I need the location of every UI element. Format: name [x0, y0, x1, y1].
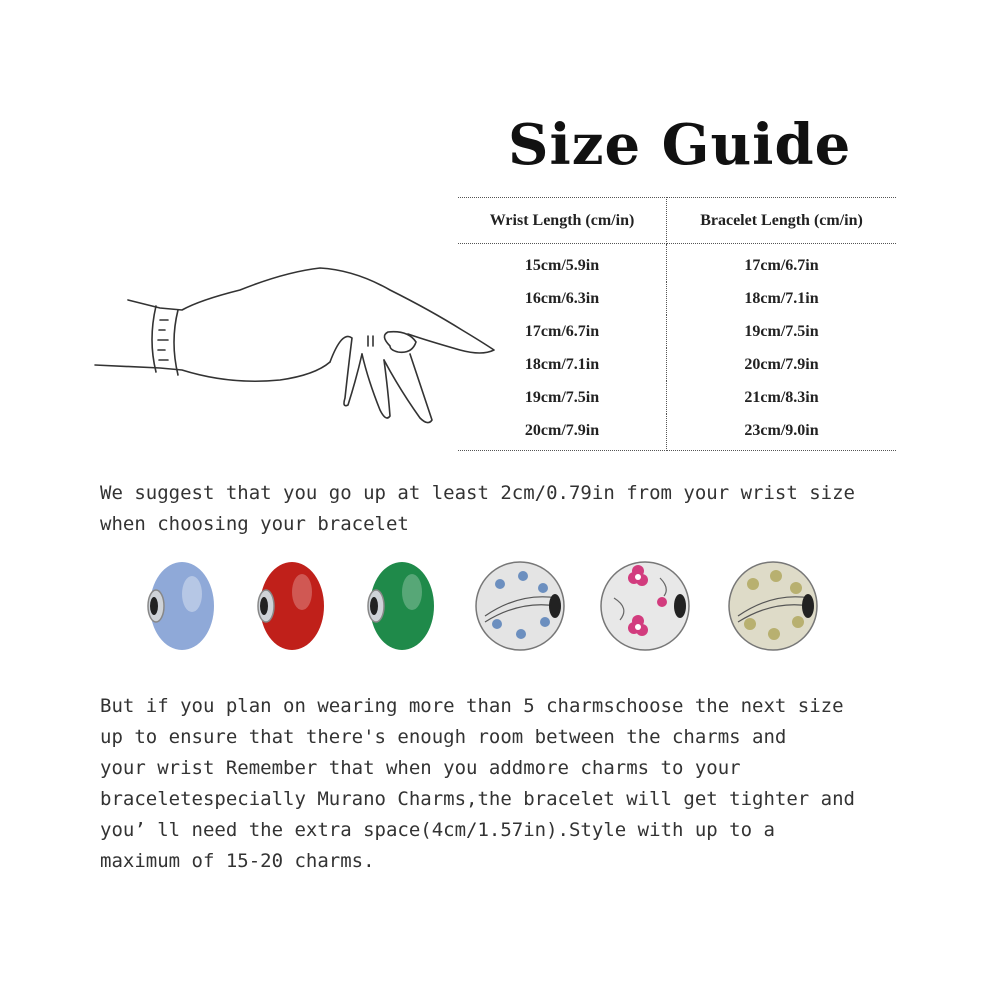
- table-row: [458, 414, 896, 451]
- table-row: [458, 244, 896, 283]
- bracelet-length-cell: 21cm/8.3in: [744, 388, 819, 406]
- wrist-length-cell: 16cm/6.3in: [458, 282, 667, 315]
- bracelet-length-cell: 20cm/7.9in: [744, 355, 819, 373]
- text-line: up to ensure that there's enough room between the charms and: [100, 726, 787, 748]
- table-row: [458, 315, 896, 348]
- pink-flower-charm: [600, 558, 690, 654]
- wrist-length-cell: 20cm/7.9in: [458, 414, 667, 451]
- bracelet-length-cell: 23cm/9.0in: [667, 414, 897, 451]
- text-line: your wrist Remember that when you addmore charms to your: [100, 757, 741, 779]
- table-row: [458, 282, 896, 315]
- text-line: But if you plan on wearing more than 5 charmschoose the next size: [100, 695, 844, 717]
- page-title: Size Guide: [508, 112, 852, 178]
- blue-murano-charm: [142, 558, 222, 654]
- table-row: [458, 381, 896, 414]
- text-line: We suggest that you go up at least 2cm/0.79in from your wrist size: [100, 482, 855, 504]
- text-line: when choosing your bracelet: [100, 513, 409, 535]
- wrist-measurement-illustration: [90, 250, 510, 430]
- bracelet-length-cell: 19cm/7.5in: [744, 322, 819, 340]
- size-table: [458, 197, 896, 451]
- wrist-length-cell: 17cm/6.7in: [458, 315, 667, 348]
- march-birthstone-charm: [475, 558, 565, 654]
- table-row: [458, 348, 896, 381]
- bracelet-length-cell: 18cm/7.1in: [744, 289, 819, 307]
- green-murano-charm: [362, 558, 442, 654]
- text-line: maximum of 15-20 charms.: [100, 850, 375, 872]
- wrist-length-cell: 15cm/5.9in: [458, 244, 667, 283]
- text-line: braceletespecially Murano Charms,the bracelet will get tighter and: [100, 788, 855, 810]
- charm-advice-text: [100, 691, 900, 877]
- red-murano-charm: [252, 558, 332, 654]
- text-line: you’ ll need the extra space(4cm/1.57in).Style with up to a: [100, 819, 775, 841]
- wrist-length-cell: 18cm/7.1in: [458, 348, 667, 381]
- bracelet-length-header: Bracelet Length (cm/in): [667, 198, 897, 244]
- sizing-suggestion-text: [100, 478, 900, 540]
- charm-gallery: [140, 558, 840, 658]
- table-header-row: [458, 198, 896, 244]
- bracelet-length-cell: 17cm/6.7in: [744, 256, 819, 274]
- august-birthstone-charm: [728, 558, 818, 654]
- wrist-length-cell: 19cm/7.5in: [458, 381, 667, 414]
- wrist-length-header: Wrist Length (cm/in): [458, 198, 667, 244]
